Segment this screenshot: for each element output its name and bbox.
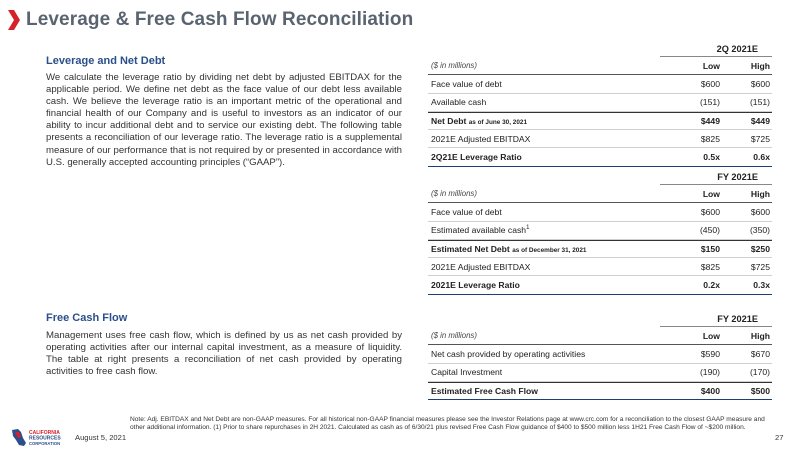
row-high: $600 bbox=[750, 206, 770, 217]
table-header-row bbox=[428, 185, 772, 203]
footer-date: August 5, 2021 bbox=[75, 433, 127, 442]
leverage-paragraph: We calculate the leverage ratio by dividing net debt by adjusted EBITDAX for the applicable period. We define net debt as the face value of our debt less available cash. We believe the leverage ratio is an important metric of the operational and financial health of our Company and is useful to investors as an indicator of our ability to incur additional debt and to service our existing debt. The following table presents a reconciliation of our leverage ratio. The leverage ratio is a supplemental measure of our performance that is not required by or presented in accordance with U.S. generally accepted accounting principles (“GAAP”). bbox=[46, 72, 402, 168]
svg-text:CORPORATION: CORPORATION bbox=[29, 441, 61, 446]
row-high: $500 bbox=[750, 386, 770, 397]
row-low: $590 bbox=[700, 348, 720, 359]
row-high: 0.6x bbox=[753, 152, 770, 163]
row-high: (350) bbox=[749, 225, 770, 236]
slide-footer bbox=[0, 414, 800, 450]
row-high: 0.3x bbox=[753, 280, 770, 291]
table-row-total bbox=[428, 112, 772, 130]
units-label: ($ in millions) bbox=[431, 331, 477, 341]
table-row bbox=[428, 203, 772, 221]
leverage-heading: Leverage and Net Debt bbox=[46, 55, 166, 67]
units-label: ($ in millions) bbox=[431, 61, 477, 71]
row-high: $670 bbox=[750, 348, 770, 359]
row-high: $725 bbox=[750, 261, 770, 272]
table-row-ratio bbox=[428, 276, 772, 294]
row-low: (151) bbox=[699, 97, 720, 108]
leverage-table-fy bbox=[428, 172, 772, 295]
row-high: $725 bbox=[750, 133, 770, 144]
table-row bbox=[428, 364, 772, 382]
footnote-marker: 1 bbox=[526, 225, 530, 232]
units-label: ($ in millions) bbox=[431, 189, 477, 199]
table-header-row bbox=[428, 327, 772, 345]
row-low: $600 bbox=[700, 206, 720, 217]
svg-text:CALIFORNIA: CALIFORNIA bbox=[29, 430, 60, 436]
row-high: (170) bbox=[749, 367, 770, 378]
row-label: 2021E Adjusted EBITDAX bbox=[431, 133, 531, 144]
row-label: Face value of debt bbox=[431, 206, 502, 217]
row-low: $825 bbox=[700, 133, 720, 144]
fcf-table bbox=[428, 314, 772, 400]
row-label bbox=[428, 244, 666, 254]
row-label: Face value of debt bbox=[431, 78, 502, 89]
row-label: Estimated Free Cash Flow bbox=[431, 386, 538, 397]
row-high: $600 bbox=[750, 78, 770, 89]
table-row bbox=[428, 222, 772, 240]
table-row bbox=[428, 345, 772, 363]
table-period: FY 2021E bbox=[717, 172, 758, 182]
row-label bbox=[428, 225, 666, 235]
row-low: $449 bbox=[700, 116, 720, 127]
company-logo bbox=[10, 426, 70, 448]
slide-title-bar bbox=[8, 6, 413, 34]
row-label-qualifier: as of June 30, 2021 bbox=[468, 119, 527, 127]
table-row bbox=[428, 75, 772, 93]
row-label-qualifier: as of December 31, 2021 bbox=[512, 247, 587, 255]
row-label bbox=[428, 116, 666, 126]
table-header-row bbox=[428, 57, 772, 75]
row-low: 0.2x bbox=[703, 280, 720, 291]
table-period: 2Q 2021E bbox=[716, 44, 758, 54]
row-label: Available cash bbox=[431, 97, 487, 108]
row-high: (151) bbox=[749, 97, 770, 108]
row-high: $449 bbox=[750, 116, 770, 127]
fcf-heading: Free Cash Flow bbox=[46, 312, 128, 324]
leverage-table-2q bbox=[428, 44, 772, 167]
table-row-total bbox=[428, 382, 772, 400]
row-label: Net cash provided by operating activities bbox=[431, 348, 586, 359]
table-row-total bbox=[428, 240, 772, 258]
table-period: FY 2021E bbox=[717, 314, 758, 324]
slide-title: Leverage & Free Cash Flow Reconciliation bbox=[26, 9, 414, 30]
chevron-right-icon bbox=[8, 10, 20, 30]
row-label: 2021E Adjusted EBITDAX bbox=[431, 261, 531, 272]
svg-text:RESOURCES: RESOURCES bbox=[29, 435, 61, 442]
row-label: 2021E Leverage Ratio bbox=[431, 280, 520, 291]
fcf-paragraph: Management uses free cash flow, which is defined by us as net cash provided by operating activities after our internal capital investment, as a measure of liquidity. The table at right presents a reconciliation of net cash provided by operating activities to free cash flow. bbox=[46, 330, 402, 378]
row-low: $150 bbox=[700, 244, 720, 255]
footer-note: Note: Adj. EBITDAX and Net Debt are non-GAAP measures. For all historical non-GAAP financial measures please see the Investor Relations page at www.crc.com for a reconciliation to the closest GAAP measure and other additional information. (1) Prior to share repurchases in 2H 2021. Calculated as cash as of 6/30/21 plus revised Free Cash Flow guidance of $400 to $500 million less 1H21 Free Cash Flow of ~$200 million. bbox=[130, 416, 765, 431]
row-label-main: Estimated Net Debt bbox=[431, 244, 510, 255]
row-label-main: Net Debt bbox=[431, 116, 467, 127]
row-high: $250 bbox=[750, 244, 770, 255]
row-label-main: Estimated available cash bbox=[431, 225, 527, 236]
col-high-header: High bbox=[750, 330, 770, 341]
page-number: 27 bbox=[775, 433, 784, 442]
row-low: (190) bbox=[699, 367, 720, 378]
row-low: 0.5x bbox=[703, 152, 720, 163]
row-low: $400 bbox=[700, 386, 720, 397]
col-high-header: High bbox=[750, 60, 770, 71]
col-low-header: Low bbox=[702, 188, 720, 199]
col-low-header: Low bbox=[702, 330, 720, 341]
row-low: (450) bbox=[699, 225, 720, 236]
row-label: 2Q21E Leverage Ratio bbox=[431, 152, 522, 163]
table-row bbox=[428, 130, 772, 148]
row-label: Capital Investment bbox=[431, 367, 503, 378]
table-row bbox=[428, 258, 772, 276]
row-low: $600 bbox=[700, 78, 720, 89]
col-low-header: Low bbox=[702, 60, 720, 71]
table-row bbox=[428, 94, 772, 112]
table-row-ratio bbox=[428, 148, 772, 166]
row-low: $825 bbox=[700, 261, 720, 272]
col-high-header: High bbox=[750, 188, 770, 199]
